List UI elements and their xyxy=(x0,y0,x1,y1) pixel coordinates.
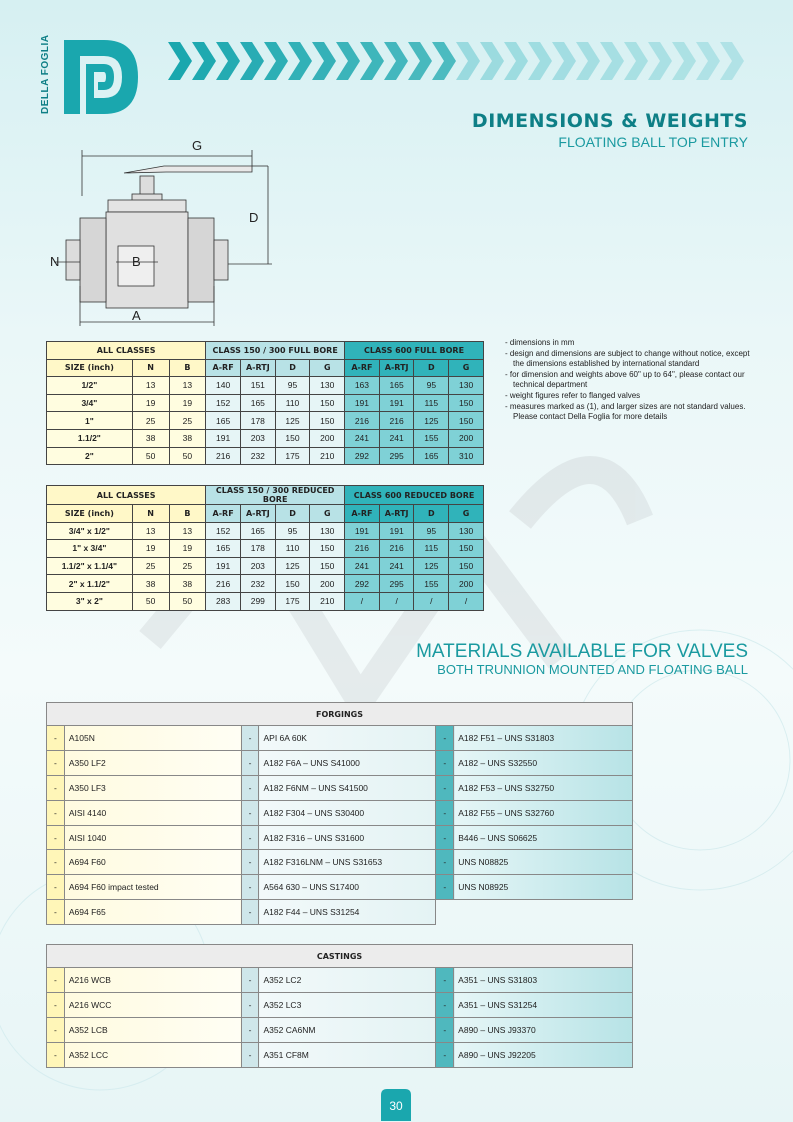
bullet-dash: - xyxy=(241,850,259,875)
material-name: A352 LCC xyxy=(64,1042,241,1067)
page-number-badge xyxy=(381,1089,411,1121)
table-cell: 38 xyxy=(132,429,169,447)
table-cell: 50 xyxy=(169,592,206,610)
table-cell: 1.1/2" xyxy=(47,429,133,447)
table-cell: 203 xyxy=(240,429,275,447)
table-row xyxy=(47,412,484,430)
column-header: A-RTJ xyxy=(379,505,414,523)
bullet-dash: - xyxy=(241,875,259,900)
table-row xyxy=(47,592,484,610)
page-title: DIMENSIONS & WEIGHTS xyxy=(471,110,748,132)
bullet-dash: - xyxy=(47,1042,65,1067)
materials-title: MATERIALS AVAILABLE FOR VALVES xyxy=(416,641,748,662)
table-cell: 130 xyxy=(449,522,484,540)
bullet-dash: - xyxy=(241,750,259,775)
table-cell: 191 xyxy=(345,522,380,540)
material-name: A182 F44 – UNS S31254 xyxy=(259,900,436,925)
table-cell: / xyxy=(414,592,449,610)
table-cell: / xyxy=(449,592,484,610)
material-name: A694 F60 xyxy=(64,850,241,875)
table-cell: 95 xyxy=(275,522,310,540)
table-cell: 1/2" xyxy=(47,377,133,395)
table-cell: 25 xyxy=(132,557,169,575)
table-row xyxy=(47,557,484,575)
chevron-shape xyxy=(552,42,576,80)
dim-label-g: G xyxy=(192,138,203,153)
column-header: D xyxy=(414,505,449,523)
bullet-dash: - xyxy=(47,726,65,751)
table-cell: 150 xyxy=(449,394,484,412)
column-header: B xyxy=(169,505,206,523)
table-cell: 210 xyxy=(310,447,345,465)
column-header: G xyxy=(449,359,484,377)
brand-name xyxy=(40,36,56,116)
table-cell: 95 xyxy=(414,377,449,395)
table-cell: 155 xyxy=(414,429,449,447)
column-header: A-RF xyxy=(206,505,241,523)
table-cell: 232 xyxy=(240,575,275,593)
table-cell: 292 xyxy=(345,575,380,593)
table-title: FORGINGS xyxy=(47,703,633,726)
table-cell: 150 xyxy=(310,557,345,575)
table-cell: 130 xyxy=(449,377,484,395)
castings-table xyxy=(46,944,633,1068)
table-cell: 163 xyxy=(345,377,380,395)
empty-cell xyxy=(436,900,633,925)
chevron-shape xyxy=(432,42,456,80)
chevron-shape xyxy=(624,42,648,80)
table-cell: 38 xyxy=(132,575,169,593)
column-header: D xyxy=(275,505,310,523)
table-cell: 3/4" x 1/2" xyxy=(47,522,133,540)
table-cell: 125 xyxy=(414,557,449,575)
table-cell: 155 xyxy=(414,575,449,593)
table-cell: 150 xyxy=(275,575,310,593)
column-header: N xyxy=(132,359,169,377)
table-cell: 95 xyxy=(414,522,449,540)
column-header: D xyxy=(414,359,449,377)
table-cell: 150 xyxy=(449,412,484,430)
table-cell: 241 xyxy=(379,429,414,447)
table-cell: 152 xyxy=(206,522,241,540)
table-row xyxy=(47,775,633,800)
table-cell: 310 xyxy=(449,447,484,465)
table-cell: 13 xyxy=(132,522,169,540)
bullet-dash: - xyxy=(241,900,259,925)
table-cell: 150 xyxy=(310,394,345,412)
table-row xyxy=(47,540,484,558)
dim-label-a: A xyxy=(132,308,141,323)
table-cell: 191 xyxy=(345,394,380,412)
material-name: A350 LF2 xyxy=(64,750,241,775)
table-cell: 216 xyxy=(379,540,414,558)
table-cell: 216 xyxy=(206,447,241,465)
table-cell: 241 xyxy=(345,557,380,575)
table-cell: 232 xyxy=(240,447,275,465)
material-name: A351 CF8M xyxy=(259,1042,436,1067)
page-number: 30 xyxy=(389,1099,403,1113)
material-name: A890 – UNS J93370 xyxy=(454,1017,633,1042)
bullet-dash: - xyxy=(241,1042,259,1067)
table-cell: 115 xyxy=(414,394,449,412)
table-cell: 150 xyxy=(310,412,345,430)
bullet-dash: - xyxy=(241,968,259,993)
bullet-dash: - xyxy=(241,726,259,751)
chevron-shape xyxy=(576,42,600,80)
table-row xyxy=(47,522,484,540)
table-row xyxy=(47,429,484,447)
material-name: A216 WCC xyxy=(64,992,241,1017)
table-cell: 25 xyxy=(169,412,206,430)
material-name: A352 LCB xyxy=(64,1017,241,1042)
material-name: A352 CA6NM xyxy=(259,1017,436,1042)
table-cell: 200 xyxy=(449,429,484,447)
table-cell: 178 xyxy=(240,540,275,558)
chevron-shape xyxy=(696,42,720,80)
column-header: A-RF xyxy=(345,505,380,523)
table-cell: 295 xyxy=(379,575,414,593)
table-cell: 3/4" xyxy=(47,394,133,412)
bullet-dash: - xyxy=(436,992,454,1017)
group-header: ALL CLASSES xyxy=(47,486,206,505)
material-name: A182 F51 – UNS S31803 xyxy=(454,726,633,751)
table-cell: 1.1/2" x 1.1/4" xyxy=(47,557,133,575)
table-cell: / xyxy=(379,592,414,610)
table-cell: 191 xyxy=(206,557,241,575)
table-cell: 165 xyxy=(206,412,241,430)
group-header: CLASS 600 FULL BORE xyxy=(345,342,484,360)
note-item: - measures marked as (1), and larger sizes are not standard values. Please contact Della Foglia for more details xyxy=(505,401,746,422)
table-cell: 130 xyxy=(310,522,345,540)
material-name: API 6A 60K xyxy=(259,726,436,751)
bullet-dash: - xyxy=(436,1017,454,1042)
table-cell: 150 xyxy=(310,540,345,558)
column-header: D xyxy=(275,359,310,377)
bullet-dash: - xyxy=(47,900,65,925)
table-cell: 178 xyxy=(240,412,275,430)
chevron-shape xyxy=(360,42,384,80)
table-cell: 175 xyxy=(275,592,310,610)
table-title: CASTINGS xyxy=(47,945,633,968)
table-row xyxy=(47,1042,633,1067)
table-cell: 216 xyxy=(345,540,380,558)
column-header: A-RF xyxy=(206,359,241,377)
table-cell: 203 xyxy=(240,557,275,575)
material-name: A350 LF3 xyxy=(64,775,241,800)
group-header: CLASS 150 / 300 FULL BORE xyxy=(206,342,345,360)
material-name: A182 F304 – UNS S30400 xyxy=(259,800,436,825)
chevron-shape xyxy=(240,42,264,80)
table-cell: 25 xyxy=(132,412,169,430)
table-row xyxy=(47,875,633,900)
table-cell: 19 xyxy=(132,394,169,412)
table-cell: 200 xyxy=(310,429,345,447)
table-cell: 200 xyxy=(449,575,484,593)
table-cell: 191 xyxy=(379,394,414,412)
table-cell: 210 xyxy=(310,592,345,610)
table-cell: 216 xyxy=(379,412,414,430)
table-cell: 200 xyxy=(310,575,345,593)
table-cell: 19 xyxy=(169,394,206,412)
material-name: B446 – UNS S06625 xyxy=(454,825,633,850)
table-cell: 283 xyxy=(206,592,241,610)
column-header: A-RF xyxy=(345,359,380,377)
table-cell: 216 xyxy=(206,575,241,593)
material-name: A216 WCB xyxy=(64,968,241,993)
table-cell: 191 xyxy=(379,522,414,540)
table-row xyxy=(47,900,633,925)
material-name: A890 – UNS J92205 xyxy=(454,1042,633,1067)
table-cell: 216 xyxy=(345,412,380,430)
group-header: CLASS 600 REDUCED BORE xyxy=(345,486,484,505)
material-name: A351 – UNS S31803 xyxy=(454,968,633,993)
table-row xyxy=(47,575,484,593)
table-cell: 125 xyxy=(275,557,310,575)
table-cell: 241 xyxy=(345,429,380,447)
bullet-dash: - xyxy=(47,775,65,800)
notes-list xyxy=(505,338,760,423)
bullet-dash: - xyxy=(436,875,454,900)
material-name: A182 F53 – UNS S32750 xyxy=(454,775,633,800)
chevron-shape xyxy=(720,42,744,80)
table-cell: 13 xyxy=(132,377,169,395)
chevron-shape xyxy=(480,42,504,80)
chevron-shape xyxy=(456,42,480,80)
column-header: SIZE (inch) xyxy=(47,505,133,523)
chevron-shape xyxy=(384,42,408,80)
table-cell: 19 xyxy=(132,540,169,558)
table-cell: 130 xyxy=(310,377,345,395)
table-cell: 125 xyxy=(414,412,449,430)
material-name: A105N xyxy=(64,726,241,751)
table-cell: 241 xyxy=(379,557,414,575)
material-name: A694 F65 xyxy=(64,900,241,925)
chevron-shape xyxy=(312,42,336,80)
column-header: G xyxy=(449,505,484,523)
table-row xyxy=(47,726,633,751)
bullet-dash: - xyxy=(436,726,454,751)
bullet-dash: - xyxy=(47,875,65,900)
bullet-dash: - xyxy=(241,1017,259,1042)
bullet-dash: - xyxy=(241,825,259,850)
column-header: A-RTJ xyxy=(240,359,275,377)
note-item: - dimensions in mm xyxy=(505,338,575,347)
material-name: A182 F6A – UNS S41000 xyxy=(259,750,436,775)
column-header: N xyxy=(132,505,169,523)
table-row xyxy=(47,825,633,850)
note-item: - for dimension and weights above 60" up to 64", please contact our technical department xyxy=(505,369,745,390)
column-header: G xyxy=(310,359,345,377)
chevron-shape xyxy=(672,42,696,80)
bullet-dash: - xyxy=(436,775,454,800)
bullet-dash: - xyxy=(436,1042,454,1067)
forgings-table xyxy=(46,702,633,925)
material-name: A352 LC3 xyxy=(259,992,436,1017)
bullet-dash: - xyxy=(241,992,259,1017)
table-cell: 191 xyxy=(206,429,241,447)
material-name: A182 F55 – UNS S32760 xyxy=(454,800,633,825)
material-name: A352 LC2 xyxy=(259,968,436,993)
full-bore-table xyxy=(46,341,484,465)
page-subtitle: FLOATING BALL TOP ENTRY xyxy=(558,134,748,150)
reduced-bore-table xyxy=(46,485,484,611)
group-header: CLASS 150 / 300 REDUCED BORE xyxy=(206,486,345,505)
table-cell: 165 xyxy=(240,394,275,412)
table-row xyxy=(47,800,633,825)
chevron-shape xyxy=(288,42,312,80)
table-cell: 1" x 3/4" xyxy=(47,540,133,558)
table-cell: 140 xyxy=(206,377,241,395)
table-cell: 38 xyxy=(169,575,206,593)
table-cell: 50 xyxy=(132,592,169,610)
table-cell: 13 xyxy=(169,522,206,540)
note-item: - design and dimensions are subject to change without notice, except the dimensions established by international standard xyxy=(505,348,750,369)
table-cell: 13 xyxy=(169,377,206,395)
material-name: A182 F316 – UNS S31600 xyxy=(259,825,436,850)
table-cell: 152 xyxy=(206,394,241,412)
column-header: SIZE (inch) xyxy=(47,359,133,377)
material-name: UNS N08825 xyxy=(454,850,633,875)
chevron-shape xyxy=(600,42,624,80)
material-name: A694 F60 impact tested xyxy=(64,875,241,900)
table-cell: 165 xyxy=(379,377,414,395)
bullet-dash: - xyxy=(47,968,65,993)
chevron-shape xyxy=(336,42,360,80)
column-header: A-RTJ xyxy=(240,505,275,523)
material-name: A182 F6NM – UNS S41500 xyxy=(259,775,436,800)
brand-name-text: DELLA FOGLIA xyxy=(40,34,51,114)
chevron-shape xyxy=(264,42,288,80)
chevron-shape xyxy=(408,42,432,80)
bullet-dash: - xyxy=(47,1017,65,1042)
table-cell: 165 xyxy=(206,540,241,558)
bullet-dash: - xyxy=(47,825,65,850)
bullet-dash: - xyxy=(241,800,259,825)
column-header: B xyxy=(169,359,206,377)
table-cell: 165 xyxy=(240,522,275,540)
material-name: AISI 1040 xyxy=(64,825,241,850)
table-cell: 150 xyxy=(449,540,484,558)
dim-label-b: B xyxy=(132,254,141,269)
table-cell: 2" x 1.1/2" xyxy=(47,575,133,593)
chevron-shape xyxy=(648,42,672,80)
bullet-dash: - xyxy=(436,850,454,875)
dim-label-n: N xyxy=(50,254,60,269)
bullet-dash: - xyxy=(436,968,454,993)
table-cell: 19 xyxy=(169,540,206,558)
table-row xyxy=(47,1017,633,1042)
column-header: A-RTJ xyxy=(379,359,414,377)
table-row xyxy=(47,992,633,1017)
group-header: ALL CLASSES xyxy=(47,342,206,360)
table-row xyxy=(47,968,633,993)
table-cell: 3" x 2" xyxy=(47,592,133,610)
material-name: A182 – UNS S32550 xyxy=(454,750,633,775)
table-cell: 50 xyxy=(169,447,206,465)
table-cell: 299 xyxy=(240,592,275,610)
table-row xyxy=(47,750,633,775)
chevron-shape xyxy=(504,42,528,80)
table-cell: 50 xyxy=(132,447,169,465)
table-cell: 295 xyxy=(379,447,414,465)
material-name: A182 F316LNM – UNS S31653 xyxy=(259,850,436,875)
bullet-dash: - xyxy=(436,825,454,850)
table-row xyxy=(47,447,484,465)
bullet-dash: - xyxy=(436,750,454,775)
table-cell: 95 xyxy=(275,377,310,395)
table-cell: 38 xyxy=(169,429,206,447)
table-cell: / xyxy=(345,592,380,610)
table-cell: 125 xyxy=(275,412,310,430)
material-name: AISI 4140 xyxy=(64,800,241,825)
chevron-shape xyxy=(528,42,552,80)
chevron-shape xyxy=(168,42,192,80)
table-cell: 150 xyxy=(275,429,310,447)
table-row xyxy=(47,377,484,395)
table-cell: 25 xyxy=(169,557,206,575)
bullet-dash: - xyxy=(47,800,65,825)
table-row xyxy=(47,850,633,875)
chevron-band xyxy=(168,42,748,80)
table-row xyxy=(47,394,484,412)
note-item: - weight figures refer to flanged valves xyxy=(505,390,641,400)
table-cell: 1" xyxy=(47,412,133,430)
bullet-dash: - xyxy=(47,992,65,1017)
material-name: A351 – UNS S31254 xyxy=(454,992,633,1017)
table-cell: 165 xyxy=(414,447,449,465)
table-cell: 150 xyxy=(449,557,484,575)
table-cell: 175 xyxy=(275,447,310,465)
bullet-dash: - xyxy=(47,850,65,875)
material-name: UNS N08925 xyxy=(454,875,633,900)
column-header: G xyxy=(310,505,345,523)
table-cell: 110 xyxy=(275,394,310,412)
chevron-shape xyxy=(192,42,216,80)
valve-drawing xyxy=(46,136,286,326)
table-cell: 110 xyxy=(275,540,310,558)
materials-subtitle: BOTH TRUNNION MOUNTED AND FLOATING BALL xyxy=(437,662,748,677)
bullet-dash: - xyxy=(47,750,65,775)
table-cell: 2" xyxy=(47,447,133,465)
bullet-dash: - xyxy=(241,775,259,800)
material-name: A564 630 – UNS S17400 xyxy=(259,875,436,900)
table-cell: 151 xyxy=(240,377,275,395)
chevron-shape xyxy=(216,42,240,80)
bullet-dash: - xyxy=(436,800,454,825)
table-cell: 115 xyxy=(414,540,449,558)
dim-label-d: D xyxy=(249,210,259,225)
company-logo xyxy=(42,36,142,118)
table-cell: 292 xyxy=(345,447,380,465)
